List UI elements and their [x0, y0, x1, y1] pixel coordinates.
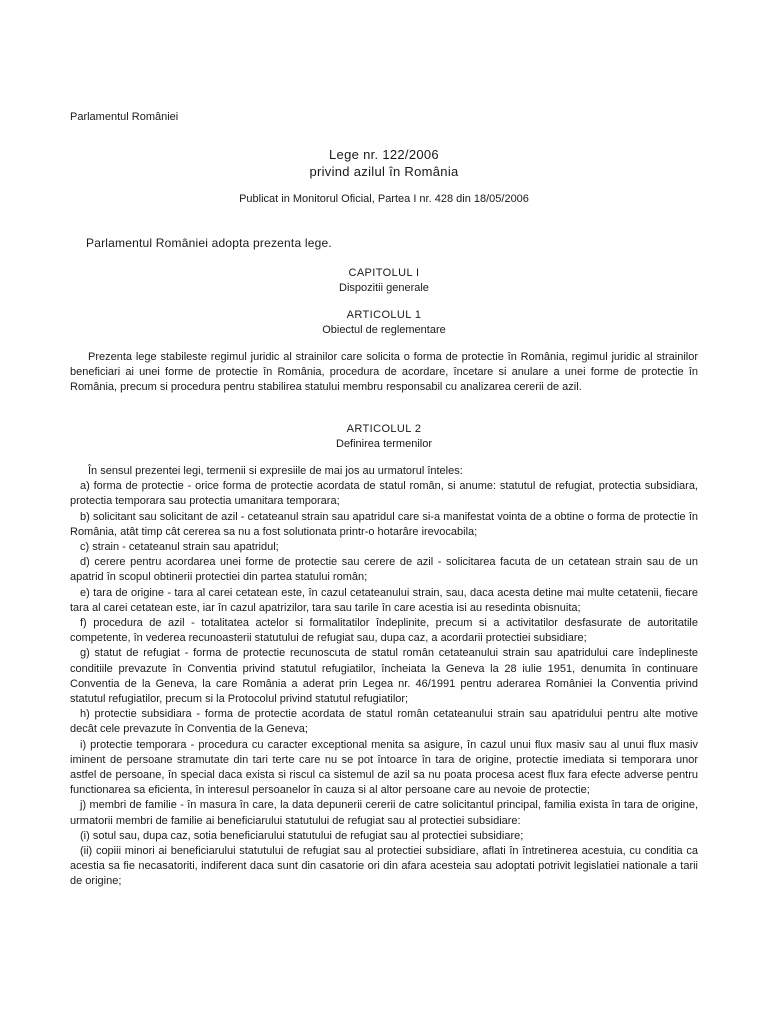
- definition-item: (i) sotul sau, dupa caz, sotia beneficiarului statutului de refugiat sau al protectiei subsidiare;: [80, 829, 524, 842]
- chapter-title: Dispozitii generale: [339, 282, 429, 294]
- article-2-title: Definirea termenilor: [336, 438, 432, 450]
- definition-item: a) forma de protectie - orice forma de protectie acordata de statul român, si anume: statutul de refugiat, protectia subsidiara, protectia temporara sau protectia umanitara temporara;: [70, 480, 698, 508]
- definition-item: j) membri de familie - în masura în care, la data depunerii cererii de catre solicitantul principal, familia exista în tara de origine, urmatorii membri de familie ai beneficiarului statutului de refugiat sau al protectiei subsidiare:: [70, 799, 698, 827]
- definition-item: i) protectie temporara - procedura cu caracter exceptional menita sa asigure, în cazul unui flux masiv sau al unui flux masiv iminent de persoane stramutate din tari terte care nu se pot întoarce în tara de origine, protectie imediata si temporara unor astfel de persoane, în special daca exista si riscul ca sistemul de azil sa nu poata procesa acest flux fara efecte adverse pentru functionarea sa eficienta, în interesul persoanelor în cauza si al altor persoane care au nevoie de protectie;: [70, 738, 698, 797]
- definition-item: d) cerere pentru acordarea unei forme de protectie sau cerere de azil - solicitarea facuta de un cetatean strain sau de un apatrid în scopul obtinerii protectiei din partea statului român;: [70, 556, 698, 584]
- chapter-heading: [0, 266, 768, 296]
- article-2-body: [70, 464, 698, 890]
- article-1-label: ARTICOLUL 1: [346, 309, 422, 321]
- law-title-block: [0, 146, 768, 180]
- definition-item: b) solicitant sau solicitant de azil - cetateanul strain sau apatridul care si-a manifestat vointa de a obtine o forma de protectie în România, atât timp cât cererea sa nu a fost solutionata printr-o hotarâre irevocabila;: [70, 510, 698, 538]
- definition-item: e) tara de origine - tara al carei cetatean este, în cazul cetateanului strain, sau, daca acesta detine mai multe cetatenii, fiecare tara al carei cetatean este, iar în cazul apatrizilor, tara sau tarile în care acestia isi au resedinta obisnuita;: [70, 586, 698, 614]
- issuer-name: Parlamentul României: [70, 111, 179, 123]
- article-1-body: [70, 350, 698, 396]
- adoption-statement: Parlamentul României adopta prezenta lege.: [86, 236, 332, 250]
- publication-note: Publicat in Monitorul Oficial, Partea I nr. 428 din 18/05/2006: [239, 193, 529, 205]
- definition-item: c) strain - cetateanul strain sau apatridul;: [80, 541, 279, 554]
- article-2-label: ARTICOLUL 2: [346, 423, 422, 435]
- article-1-title: Obiectul de reglementare: [322, 324, 446, 336]
- law-subtitle: privind azilul în România: [309, 164, 459, 179]
- chapter-label: CAPITOLUL I: [348, 267, 420, 279]
- definition-item: f) procedura de azil - totalitatea actelor si formalitatilor îndeplinite, precum si a activitatilor desfasurate de autoritatile competente, în vederea recunoasterii statutului de refugiat sau, dupa caz, a acordarii protectiei subsidiare;: [70, 617, 698, 645]
- definition-item: (ii) copiii minori ai beneficiarului statutului de refugiat sau al protectiei subsidiare, aflati în întretinerea acestuia, cu conditia ca acestia sa fie necasatoriti, indiferent daca sunt din casatorie ori din afara acesteia sau adoptati potrivit legislatiei nationale a tarii de origine;: [70, 845, 698, 888]
- article-2-intro: În sensul prezentei legi, termenii si expresiile de mai jos au urmatorul înteles:: [88, 465, 463, 477]
- definition-item: g) statut de refugiat - forma de protectie recunoscuta de statul român cetateanului strain sau apatridului care îndeplineste conditiile prevazute în Conventia privind statutul refugiatilor, încheiata la Geneva la 28 iulie 1951, denumita în continuare Conventia de la Geneva, la care România a aderat prin Legea nr. 46/1991 pentru aderarea României la Conventia privind statutul refugiatilor, precum si la Protocolul privind statutul refugiatilor;: [70, 647, 698, 706]
- article-2-heading: [0, 422, 768, 452]
- law-title: Lege nr. 122/2006: [329, 147, 439, 162]
- article-1-text: Prezenta lege stabileste regimul juridic al strainilor care solicita o forma de protectie în România, regimul juridic al strainilor beneficiari ai unei forme de protectie în România, procedura de acordare, încetare si anulare a unei forme de protectie în România, precum si procedura pentru stabilirea statului membru responsabil cu analizarea cererii de azil.: [70, 351, 698, 394]
- article-1-heading: [0, 308, 768, 338]
- definition-item: h) protectie subsidiara - forma de protectie acordata de statul român cetateanului strain sau apatridului pentru alte motive decât cele prevazute în Conventia de la Geneva;: [70, 708, 698, 736]
